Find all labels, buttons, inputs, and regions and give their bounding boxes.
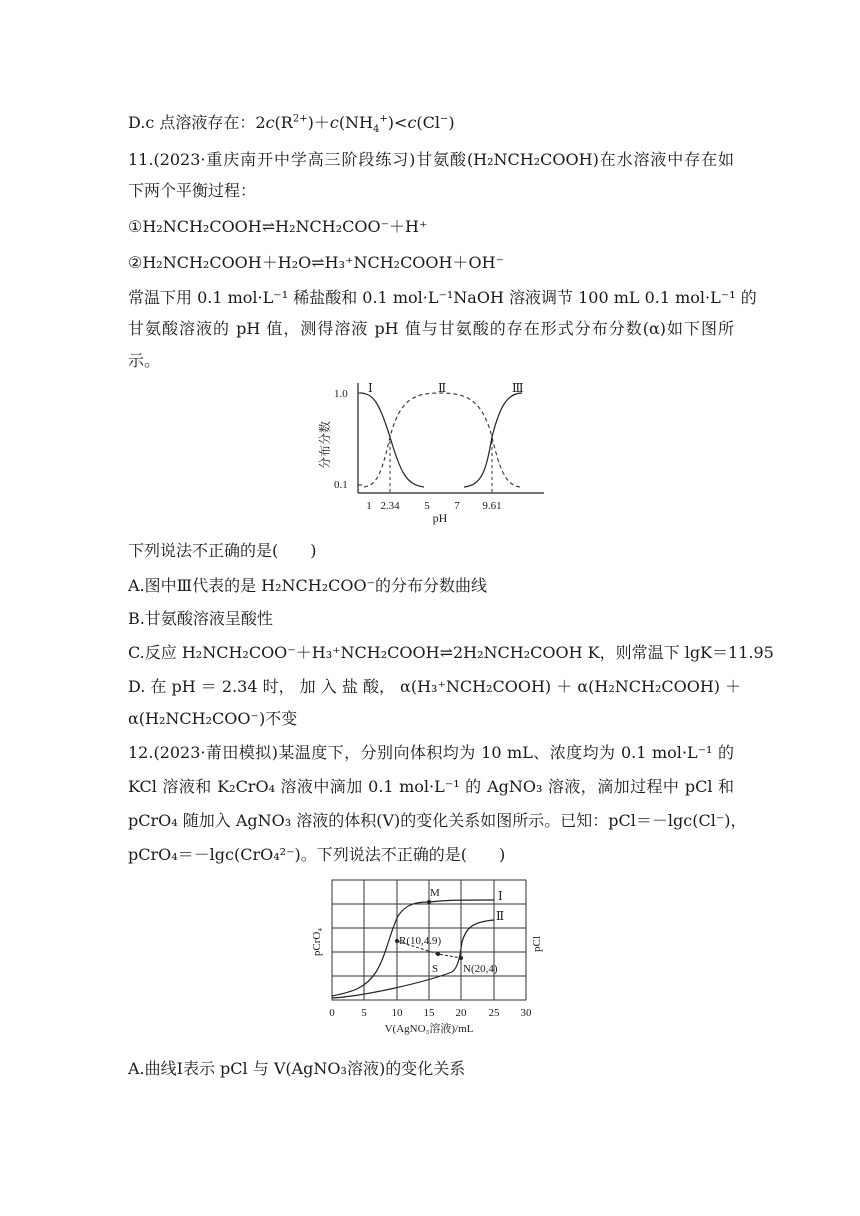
label-M: M <box>430 887 440 899</box>
q12-stem-line4: pCrO₄＝－lgc(CrO₄²⁻)。下列说法不正确的是( ) <box>128 845 506 864</box>
x-tick-30: 30 <box>520 1007 532 1019</box>
prev-option-d: D.c 点溶液存在：$2c(R^{2+})+c(NH_4^+)<c(Cl^-)$ <box>128 113 455 136</box>
label-curve-II: Ⅱ <box>438 381 447 395</box>
point-S <box>436 952 440 956</box>
q12-titration-chart <box>306 872 556 1038</box>
point-M <box>427 900 431 904</box>
q11-stem-line2: 下两个平衡过程： <box>128 181 257 200</box>
label-curve-I: Ⅰ <box>498 889 503 903</box>
x-tick-25: 25 <box>488 1007 500 1019</box>
label-R: R(10,4.9) <box>399 935 442 947</box>
label-curve-I: Ⅰ <box>368 381 373 395</box>
x-axis-label: V(AgNO₃溶液)/mL <box>384 1023 474 1035</box>
q11-stem-line3: 常温下用 0.1 mol·L⁻¹ 稀盐酸和 0.1 mol·L⁻¹NaOH 溶液调节 100 mL 0.1 mol·L⁻¹ 的 <box>128 288 757 307</box>
curve-I <box>360 393 424 487</box>
q11-figure <box>314 375 550 529</box>
x-tick-0: 0 <box>329 1007 335 1019</box>
x-tick-1: 1 <box>366 500 372 512</box>
x-tick-5: 5 <box>424 500 430 512</box>
curve-II <box>332 920 494 998</box>
x-tick-961: 9.61 <box>482 500 502 512</box>
q11-option-b: B.甘氨酸溶液呈酸性 <box>128 609 273 628</box>
q11-option-a: A.图中Ⅲ代表的是 H₂NCH₂COO⁻的分布分数曲线 <box>128 576 488 595</box>
curve-II <box>364 393 520 487</box>
x-tick-5: 5 <box>361 1007 367 1019</box>
x-tick-7: 7 <box>454 500 460 512</box>
q12-stem-line1: 12.(2023·莆田模拟)某温度下，分别向体积均为 10 mL、浓度均为 0.1 mol·L⁻¹ 的 <box>128 743 734 762</box>
q11-distribution-chart <box>314 375 550 525</box>
label-curve-III: Ⅲ <box>512 381 524 395</box>
q11-option-d-line1: D. 在 pH ＝ 2.34 时， 加 入 盐 酸， α(H₃⁺NCH₂COOH) ＋ α(H₂NCH₂COOH) ＋ <box>128 677 742 696</box>
curve-I <box>332 900 494 996</box>
x-tick-234: 2.34 <box>380 500 400 512</box>
q11-question: 下列说法不正确的是( ) <box>128 541 317 560</box>
q11-stem-line4: 甘氨酸溶液的 pH 值，测得溶液 pH 值与甘氨酸的存在形式分布分数(α)如下图所 <box>128 319 734 338</box>
q12-option-a: A.曲线Ⅰ表示 pCl 与 V(AgNO₃溶液)的变化关系 <box>128 1059 466 1078</box>
q11-stem-line1: 11.(2023·重庆南开中学高三阶段练习)甘氨酸(H₂NCH₂COOH)在水溶液中存在如 <box>128 150 734 169</box>
q11-equation-2: ②H₂NCH₂COOH＋H₂O⇌H₃⁺NCH₂COOH＋OH⁻ <box>128 253 505 272</box>
x-tick-15: 15 <box>423 1007 435 1019</box>
y-right-label: pCl <box>531 936 543 952</box>
x-axis-label: pH <box>432 511 448 525</box>
point-N <box>459 956 463 960</box>
y-tick-label-01: 0.1 <box>334 479 348 491</box>
label-N: N(20,4) <box>463 963 498 975</box>
q12-figure <box>306 872 556 1042</box>
y-axis-label: 分布分数 <box>318 420 332 470</box>
q12-stem-line2: KCl 溶液和 K₂CrO₄ 溶液中滴加 0.1 mol·L⁻¹ 的 AgNO₃ 溶液，滴加过程中 pCl 和 <box>128 777 734 796</box>
x-tick-20: 20 <box>455 1007 467 1019</box>
y-tick-label-1: 1.0 <box>334 388 348 400</box>
label-curve-II: Ⅱ <box>496 909 505 923</box>
q12-stem-line3: pCrO₄ 随加入 AgNO₃ 溶液的体积(V)的变化关系如图所示。已知：pCl＝－lgc(Cl⁻)， <box>128 811 747 830</box>
q11-stem-line5: 示。 <box>128 351 161 370</box>
q11-option-d-line2: α(H₂NCH₂COO⁻)不变 <box>128 709 298 728</box>
y-left-label: pCrO₄ <box>311 927 323 957</box>
label-S: S <box>432 963 439 975</box>
q11-option-c: C.反应 H₂NCH₂COO⁻＋H₃⁺NCH₂COOH⇌2H₂NCH₂COOH K，则常温下 lgK＝11.95 <box>128 643 774 662</box>
x-tick-10: 10 <box>391 1007 403 1019</box>
q11-equation-1: ①H₂NCH₂COOH⇌H₂NCH₂COO⁻＋H⁺ <box>128 217 428 236</box>
